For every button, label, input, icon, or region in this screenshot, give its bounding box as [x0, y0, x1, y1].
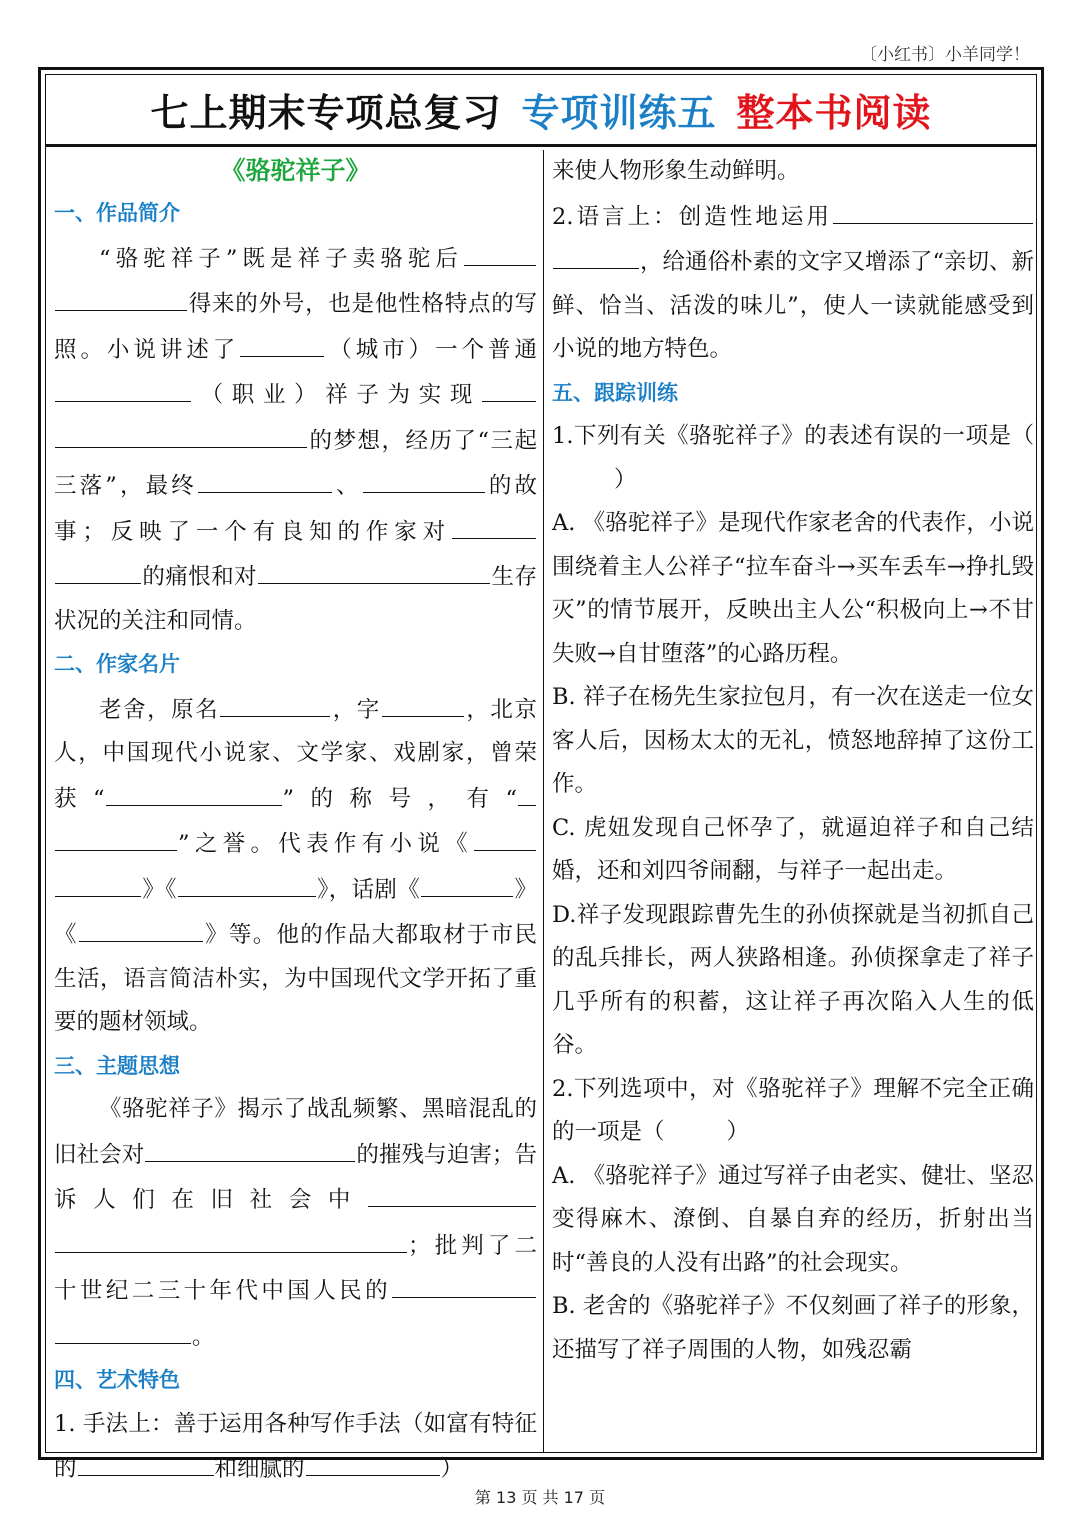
blank[interactable] [833, 194, 1033, 224]
blank[interactable] [392, 1268, 536, 1298]
question-2-option-b: B. 老舍的《骆驼祥子》不仅刻画了祥子的形象，还描写了祥子周围的人物，如残忍霸 [552, 1293, 1034, 1363]
blank[interactable] [464, 236, 536, 266]
language-paragraph: 2.语言上：创造性地运用，给通俗朴素的文字又增添了“亲切、新鲜、恰当、活泼的味儿”，使人一读就能感受到小说的地方特色。 [552, 194, 1034, 372]
blank[interactable] [55, 821, 177, 851]
section-heading-art: 四、艺术特色 [54, 1368, 180, 1392]
theme-paragraph: 《骆驼祥子》揭示了战乱频繁、黑暗混乱的旧社会对 的摧残与迫害；告诉人们在旧社会中；批判了二十世纪二三十年代中国人民的。 [54, 1096, 537, 1350]
question-1-option-a: A. 《骆驼祥子》是现代作家老舍的代表作，小说围绕着主人公祥子“拉车奋斗→买车丢车→挣扎毁灭”的情节展开，反映出主人公“积极向上→不甘失败→自甘堕落”的心路历程。 [552, 510, 1034, 667]
page-title [46, 75, 1036, 147]
blank[interactable] [421, 867, 513, 897]
blank[interactable] [55, 372, 191, 402]
question-2-stem: 2.下列选项中，对《骆驼祥子》理解不完全正确的一项是（ ） [552, 1075, 1034, 1145]
blank[interactable] [55, 867, 141, 897]
blank[interactable] [553, 239, 639, 269]
question-1-stem: 1.下列有关《骆驼祥子》的表述有误的一项是（） [552, 423, 1034, 493]
blank[interactable] [198, 463, 332, 493]
blank[interactable] [482, 372, 536, 402]
blank[interactable] [55, 1314, 191, 1344]
blank[interactable] [55, 281, 187, 311]
section-heading-theme: 三、主题思想 [54, 1053, 180, 1078]
art-continued: 来使人物形象生动鲜明。 [552, 158, 800, 184]
blank[interactable] [363, 463, 485, 493]
section-heading-author: 二、作家名片 [54, 652, 180, 676]
blank[interactable] [368, 1177, 536, 1207]
blank[interactable] [106, 776, 282, 806]
book-title: 《骆驼祥子》 [220, 156, 371, 185]
blank[interactable] [55, 1223, 407, 1253]
section-heading-practice: 五、跟踪训练 [552, 380, 678, 405]
question-1-option-d: D.祥子发现跟踪曹先生的孙侦探就是当初抓自己的乱兵排长，两人狭路相逢。孙侦探拿走了祥子几乎所有的积蓄，这让祥子再次陷入人生的低谷。 [552, 901, 1034, 1058]
left-column [54, 150, 537, 1482]
intro-paragraph: “骆驼祥子”既是祥子卖骆驼后得来的外号，也是他性格特点的写照。小说讲述了 （城市）一个普通（职业）祥子为实现的梦想，经历了“三起三落”，最终 、 的故事；反映了一个有良知的作家对的痛恨和对 生存状况的关注和同情。 [54, 236, 537, 644]
blank[interactable] [79, 912, 203, 942]
blank[interactable] [382, 687, 464, 717]
blank[interactable] [258, 554, 490, 584]
blank[interactable] [178, 867, 316, 897]
author-paragraph: 老舍，原名 ，字 ，北京人，中国现代小说家、文学家、戏剧家，曾荣获“ ”的称号，有“”之誉。代表作有小说《》《 》，话剧《 》《 》等。他的作品大都取材于市民生活，语言简洁朴实，为中国现代文学开拓了重要的题材领域。 [54, 687, 537, 1045]
worksheet-frame [38, 67, 1044, 1482]
blank[interactable] [55, 418, 307, 448]
column-divider [543, 150, 544, 1452]
watermark-text: 〔小红书〕小羊同学！ [860, 45, 1030, 65]
worksheet-inner-frame [45, 74, 1037, 1482]
right-column [552, 150, 1034, 1452]
art-paragraph: 1. 手法上：善于运用各种写作手法（如富有特征的 和细腻的 ） [54, 1410, 537, 1482]
page-number: 第 13 页 共 17 页 [474, 1488, 606, 1507]
blank[interactable] [306, 1446, 440, 1476]
blank[interactable] [145, 1132, 355, 1162]
blank[interactable] [220, 687, 330, 717]
blank[interactable] [474, 821, 536, 851]
question-1-option-c: C. 虎妞发现自己怀孕了，就逼迫祥子和自己结婚，还和刘四爷闹翻，与祥子一起出走。 [552, 814, 1034, 884]
title-part-review: 七上期末专项总复习 [150, 91, 502, 135]
question-2-option-a: A. 《骆驼祥子》通过写祥子由老实、健壮、坚忍变得麻木、潦倒、自暴自弃的经历，折射出当时“善良的人没有出路”的社会现实。 [552, 1162, 1034, 1276]
title-part-training: 专项训练五 [521, 91, 717, 135]
blank[interactable] [78, 1446, 214, 1476]
title-part-whole-book: 整本书阅读 [736, 91, 932, 135]
blank[interactable] [518, 776, 536, 806]
question-1-option-b: B. 祥子在杨先生家拉包月，有一次在送走一位女客人后，因杨太太的无礼，愤怒地辞掉了这份工作。 [552, 684, 1034, 797]
blank[interactable] [240, 327, 324, 357]
section-heading-intro: 一、作品简介 [54, 201, 180, 225]
blank[interactable] [452, 509, 536, 539]
blank[interactable] [55, 554, 141, 584]
